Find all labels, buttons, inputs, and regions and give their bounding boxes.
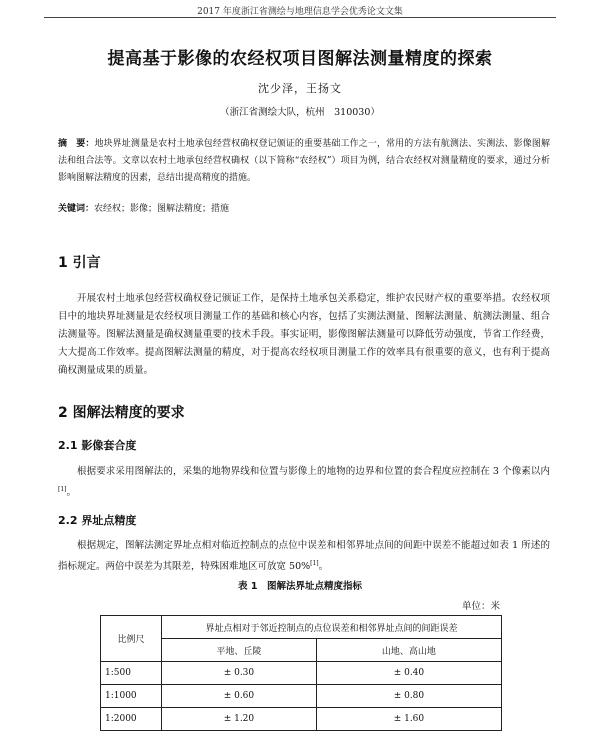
table-cell-mountain: ± 0.40 [316,662,501,685]
section-heading-requirements: 2 图解法精度的要求 [58,405,185,421]
intro-paragraph: 开展农村土地承包经营权确权登记颁证工作，是保持土地承包关系稳定，维护农民财产权的重要举措。农经权项目中的地块界址测量是农经权项目测量工作的基础和核心内容，包括了实测法测量、图解法测量、航测法测量、组合法测量等。图解法测量是确权测量重要的技术手段。事实证明，影像图解法测量可以降低劳动强度，节省工作经费，大大提高工作效率。提高图解法测量的精度，对于提高农经权项目测量工作的效率具有很重要的意义，也有利于提高确权测量成果的质量。 [58,293,550,376]
overlay-paragraph [58,463,550,502]
table-cell-scale: 1:2000 [101,708,162,731]
table-unit: 单位：米 [461,601,500,612]
table-cell-scale: 1:500 [101,662,162,685]
boundary-paragraph [58,537,550,576]
section-heading-intro: 1 引言 [58,255,101,271]
boundary-text: 根据规定，图解法测定界址点相对临近控制点的点位中误差和相邻界址点间的间距中误差不能超过如表 1 所述的指标规定。两倍中误差为其限差，特殊困难地区可放宽 50% [58,540,550,573]
running-head: 2017 年度浙江省测绘与地理信息学会优秀论文文集 [197,7,403,17]
header-rule [44,17,556,18]
table-row [101,708,502,731]
accuracy-table [100,615,502,731]
table-row [101,685,502,708]
table-cell-mountain: ± 1.60 [316,708,501,731]
table-cell-flat: ± 0.60 [162,685,317,708]
table-header-span: 界址点相对于邻近控制点的点位误差和相邻界址点间的间距误差 [162,616,502,639]
boundary-end: 。 [318,561,329,573]
keywords-text: 农经权；影像；图解法精度；措施 [94,204,230,214]
overlay-ref: [1] [58,486,67,493]
overlay-end: 。 [66,487,77,499]
subsection-heading-overlay: 2.1 影像套合度 [58,439,137,452]
table-header-scale: 比例尺 [101,616,162,662]
table-row [101,662,502,685]
overlay-text: 根据要求采用图解法的，采集的地物界线和位置与影像上的地物的边界和位置的套合程度应控制在 3 个像素以内 [77,466,550,477]
boundary-ref: [1] [310,560,319,567]
table-cell-scale: 1:1000 [101,685,162,708]
paper-title: 提高基于影像的农经权项目图解法测量精度的探索 [107,49,493,69]
subsection-heading-boundary: 2.2 界址点精度 [58,514,137,527]
table-caption: 表 1 图解法界址点精度指标 [238,581,362,592]
table-subheader-mountain: 山地、高山地 [316,639,501,662]
abstract [58,136,550,187]
keywords [58,201,550,217]
table-cell-flat: ± 0.30 [162,662,317,685]
keywords-label: 关键词： [58,204,95,214]
authors: 沈少泽，王扬文 [258,82,342,95]
table-cell-mountain: ± 0.80 [316,685,501,708]
affiliation: （浙江省测绘大队，杭州 310030） [220,107,380,118]
abstract-label: 摘 要： [58,139,95,149]
table-subheader-flat: 平地、丘陵 [162,639,317,662]
abstract-text: 地块界址测量是农村土地承包经营权确权登记颁证的重要基础工作之一，常用的方法有航测法、实测法、影像图解法和组合法等。文章以农村土地承包经营权确权（以下简称“农经权”）项目为例，结合农经权对测量精度的要求，通过分析影响图解法精度的因素，总结出提高精度的措施。 [58,139,550,183]
table-cell-flat: ± 1.20 [162,708,317,731]
